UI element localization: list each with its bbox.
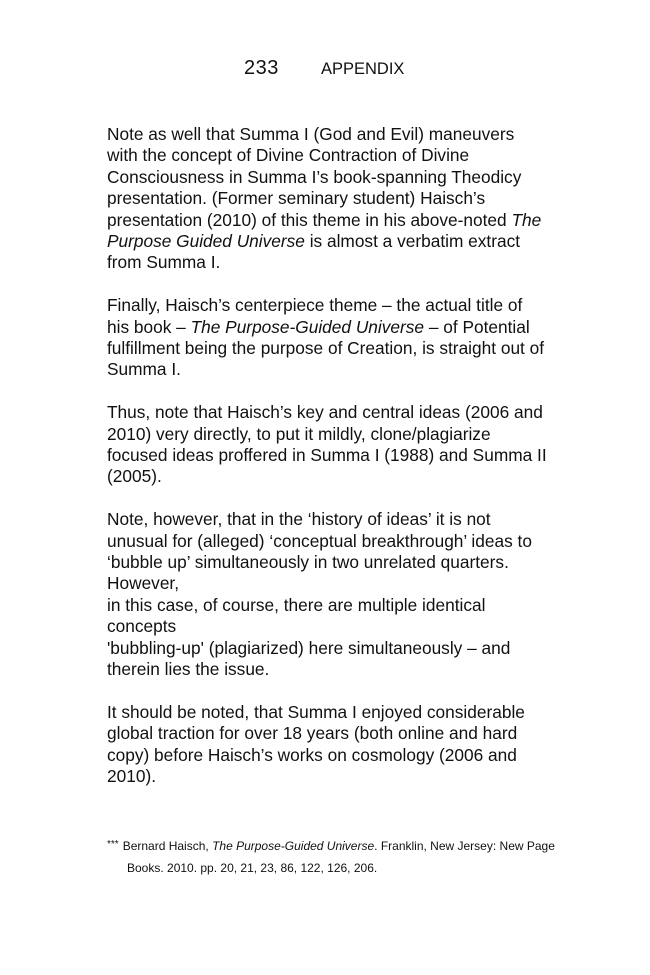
text-line	[107, 167, 567, 188]
text-span: ‘bubble up’ simultaneously in two unrelated quarters.	[107, 552, 509, 573]
footnote	[107, 834, 567, 879]
page-number: 233	[244, 57, 279, 79]
text-span: 2010) very directly, to put it mildly, clone/plagiarize	[107, 423, 491, 444]
text-line	[107, 188, 567, 209]
text-line	[107, 766, 567, 787]
text-span: from Summa I.	[107, 252, 221, 273]
text-span: 'bubbling-up' (plagiarized) here simultaneously – and	[107, 637, 511, 658]
text-line	[107, 402, 567, 423]
text-span: Note, however, that in the ‘history of ideas’ it is not	[107, 509, 491, 530]
running-title: APPENDIX	[321, 60, 405, 78]
text-line	[107, 359, 567, 380]
text-line	[107, 295, 567, 316]
text-span: It should be noted, that Summa I enjoyed considerable	[107, 701, 525, 722]
text-span: (2005).	[107, 466, 162, 487]
text-line	[107, 573, 567, 594]
text-line	[107, 531, 567, 552]
text-span: with the concept of Divine Contraction of Divine	[107, 145, 470, 166]
text-line	[107, 552, 567, 573]
book-title-italic: The	[511, 209, 542, 230]
text-span: Thus, note that Haisch’s key and central ideas (2006 and	[107, 402, 543, 423]
text-span: – of Potential	[424, 316, 530, 337]
text-line	[107, 338, 567, 359]
text-span: is almost a verbatim extract	[304, 231, 521, 252]
footnote-line	[107, 834, 567, 857]
footnote-text: Bernard Haisch,	[122, 839, 213, 853]
text-line	[107, 638, 567, 659]
text-line	[107, 702, 567, 723]
text-span: However,	[107, 573, 180, 594]
text-span: presentation. (Former seminary student) Haisch’s	[107, 188, 486, 209]
footnote-text: Books. 2010. pp. 20, 21, 23, 86, 122, 126, 206.	[127, 861, 378, 875]
text-line	[107, 595, 567, 616]
footnote-marker: ***	[107, 839, 119, 850]
text-line	[107, 509, 567, 530]
paragraph	[107, 702, 567, 788]
text-span: concepts	[107, 616, 177, 637]
footnote-text: . Franklin, New Jersey: New Page	[374, 839, 555, 853]
text-span: 2010).	[107, 766, 157, 787]
text-span: Finally, Haisch’s centerpiece theme – the actual title of	[107, 295, 523, 316]
paragraph	[107, 509, 567, 680]
paragraph	[107, 402, 567, 488]
paragraph	[107, 124, 567, 274]
text-span: fulfillment being the purpose of Creation, is straight out of	[107, 338, 545, 359]
text-line	[107, 659, 567, 680]
text-line	[107, 424, 567, 445]
text-line	[107, 723, 567, 744]
text-line	[107, 466, 567, 487]
text-span: in this case, of course, there are multiple identical	[107, 594, 486, 615]
text-span: therein lies the issue.	[107, 659, 270, 680]
text-span: Consciousness in Summa I’s book-spanning Theodicy	[107, 166, 522, 187]
text-line	[107, 745, 567, 766]
paragraph	[107, 295, 567, 381]
text-span: global traction for over 18 years (both online and hard	[107, 723, 518, 744]
text-line	[107, 252, 567, 273]
book-title-italic: The Purpose-Guided Universe	[190, 316, 425, 337]
text-line	[107, 210, 567, 231]
text-line	[107, 616, 567, 637]
page-header	[0, 57, 650, 83]
body-text	[107, 124, 567, 809]
text-line	[107, 145, 567, 166]
book-title-italic: The Purpose-Guided Universe	[212, 839, 375, 853]
text-span: Note as well that Summa I (God and Evil) maneuvers	[107, 124, 515, 144]
text-span: Summa I.	[107, 359, 181, 380]
text-span: copy) before Haisch’s works on cosmology (2006 and	[107, 744, 517, 765]
text-span: his book –	[107, 316, 191, 337]
text-line	[107, 317, 567, 338]
text-span: unusual for (alleged) ‘conceptual breakthrough’ ideas to	[107, 530, 532, 551]
text-line	[107, 124, 567, 145]
text-span: presentation (2010) of this theme in his above-noted	[107, 209, 512, 230]
text-span: focused ideas proffered in Summa I (1988) and Summa II	[107, 445, 547, 466]
book-title-italic: Purpose Guided Universe	[107, 231, 305, 252]
footnote-line	[107, 857, 567, 879]
text-line	[107, 231, 567, 252]
text-line	[107, 445, 567, 466]
